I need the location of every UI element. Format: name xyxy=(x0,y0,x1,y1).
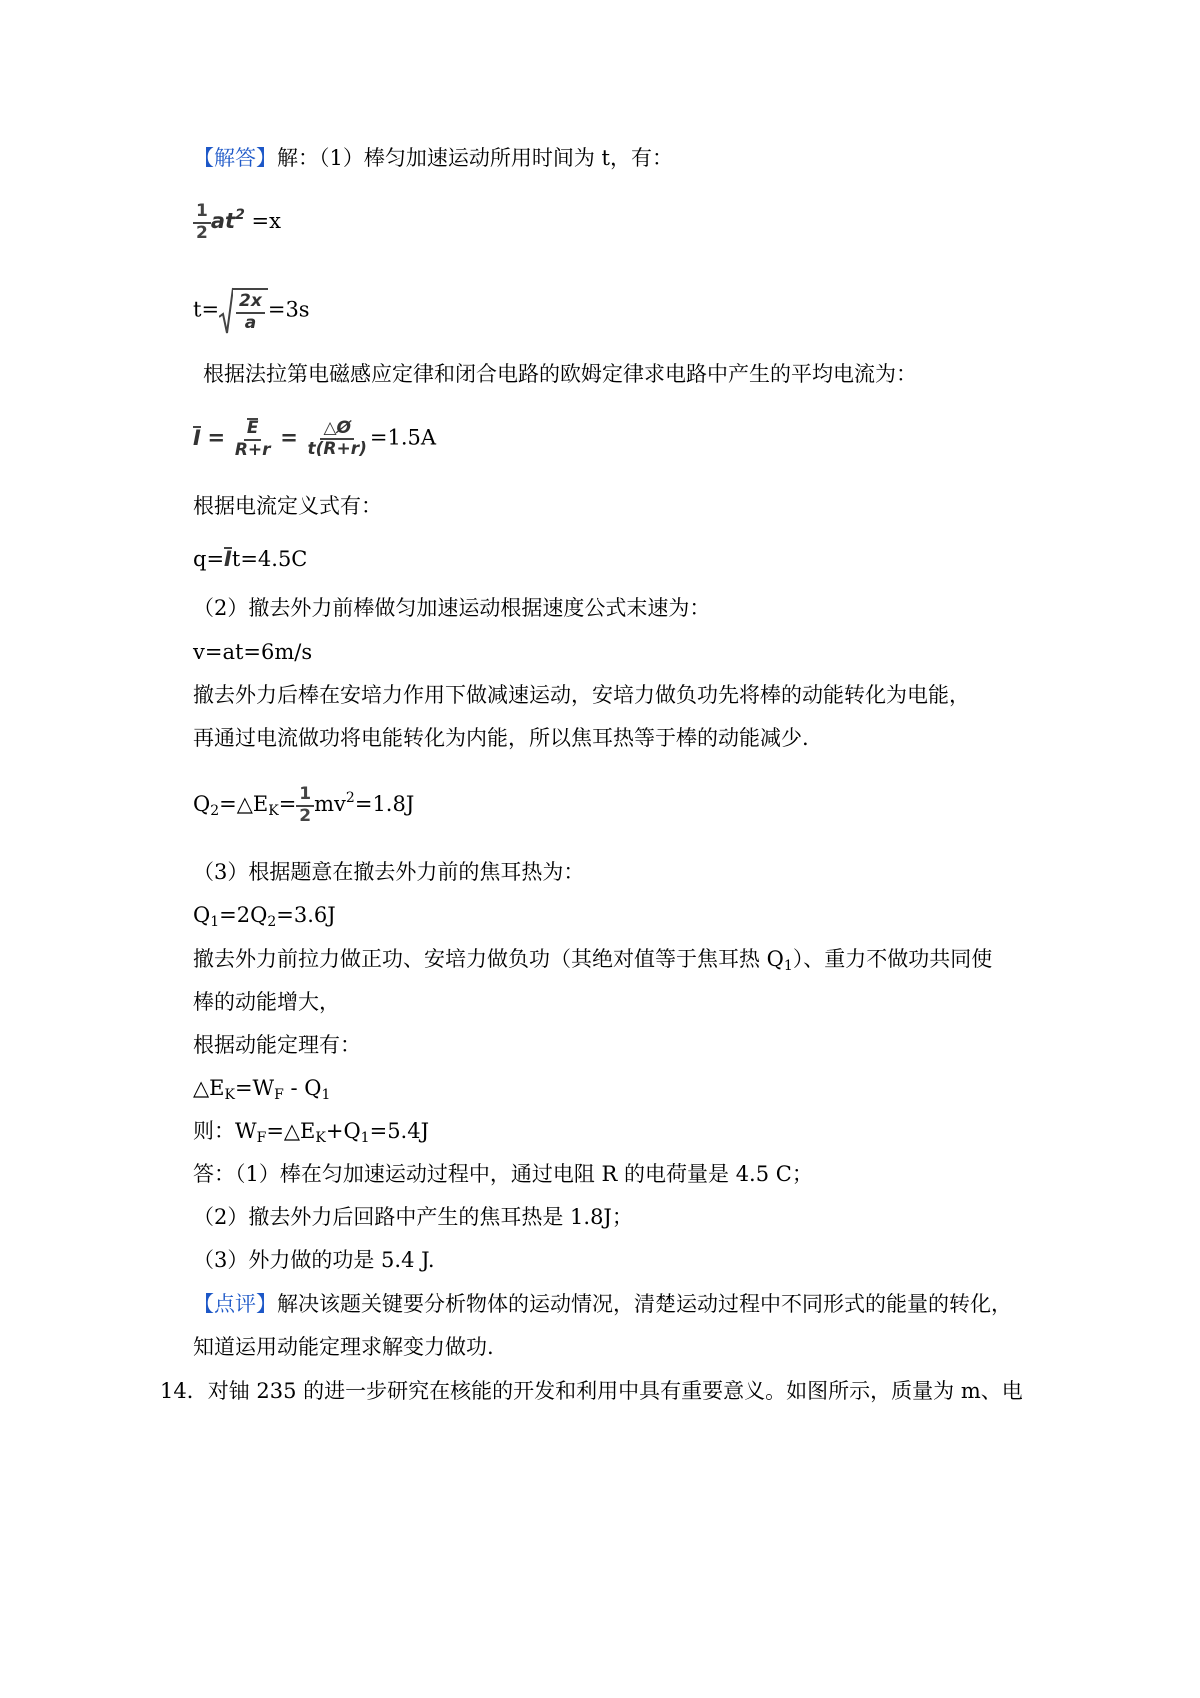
equation-q1: $Q_1=2Q_2=3.6J$ xyxy=(193,903,336,930)
equation-q2: $Q_2=\triangle E_K=$ $\frac{1}{2}$ $mv^2=1.8J$ xyxy=(193,784,415,826)
fraction-flux-over-time: $\frac{\triangle Ø}{t(R+r)}$ xyxy=(307,417,367,460)
paragraph-faraday: 根据法拉第电磁感应定律和闭合电路的欧姆定律求电路中产生的平均电流为： xyxy=(203,362,917,386)
math-i-bar: I xyxy=(193,425,201,450)
equation-velocity: v=at=6m/s xyxy=(193,640,313,664)
equation-work-energy: $\triangle E_K=W_F - Q_1$ xyxy=(193,1076,331,1103)
fraction-e-over-r: $\frac{E}{R+r}$ xyxy=(234,418,271,460)
paragraph-work-energy-theorem: 根据动能定理有： xyxy=(193,1033,361,1057)
equation-displacement: $\frac{1}{2}$ $at^2 =x$ xyxy=(193,202,281,243)
math-i-bar: I xyxy=(224,547,232,571)
equation-charge: q=It=4.5C xyxy=(193,547,308,571)
answer-1: 答：（1）棒在匀加速运动过程中，通过电阻 R 的电荷量是 4.5 C； xyxy=(193,1162,813,1186)
answer-tag: 【解答】 xyxy=(193,146,277,170)
answer-2: （2）撤去外力后回路中产生的焦耳热是 1.8J； xyxy=(193,1205,633,1229)
comment-tag: 【点评】 xyxy=(193,1292,277,1316)
paragraph-part3: （3）根据题意在撤去外力前的焦耳热为： xyxy=(193,860,585,884)
sqrt-symbol xyxy=(219,287,268,335)
equation-rhs: =x xyxy=(251,209,281,234)
radical-icon xyxy=(219,287,233,335)
paragraph-ke-increase: 棒的动能增大， xyxy=(193,990,340,1014)
equation-wf: 则：$W_F=\triangle E_K+Q_1=5.4J$ xyxy=(193,1119,430,1146)
comment-heading xyxy=(193,1294,1012,1315)
fraction-half: $\frac{1}{2}$ xyxy=(296,785,314,826)
paragraph-current-definition: 根据电流定义式有： xyxy=(193,494,382,518)
fraction-2x-over-a: $\frac{2x}{a}$ xyxy=(236,292,265,333)
paragraph-work-analysis: 撤去外力前拉力做正功、安培力做负功（其绝对值等于焦耳热 $Q_1$）、重力不做功共同使 xyxy=(193,947,993,974)
equation-time: t= $\frac{2x}{a}$ =3s xyxy=(193,287,310,335)
math-at: at xyxy=(210,209,236,234)
answer-3: （3）外力做的功是 5.4 J. xyxy=(193,1248,435,1272)
comment-text: 解决该题关键要分析物体的运动情况，清楚运动过程中不同形式的能量的转化， xyxy=(277,1292,1012,1316)
question-14: 14．对铀 235 的进一步研究在核能的开发和利用中具有重要意义。如图所示，质量为 m、电 xyxy=(160,1379,1023,1403)
equation-average-current: I = $\frac{E}{R+r}$ = $\frac{\triangle Ø}{t(R+r)}$ =1.5A xyxy=(193,417,437,460)
answer-heading xyxy=(193,148,673,169)
paragraph-part2: （2）撤去外力前棒做匀加速运动根据速度公式末速为： xyxy=(193,596,711,620)
fraction-half: $\frac{1}{2}$ xyxy=(193,202,211,243)
paragraph-deceleration: 撤去外力后棒在安培力作用下做减速运动，安培力做负功先将棒的动能转化为电能， xyxy=(193,683,970,707)
comment-continuation: 知道运用动能定理求解变力做功. xyxy=(193,1335,494,1359)
paragraph-joule-heat: 再通过电流做功将电能转化为内能，所以焦耳热等于棒的动能减少. xyxy=(193,726,809,750)
answer-intro: 解：（1）棒匀加速运动所用时间为 t，有： xyxy=(277,146,673,170)
